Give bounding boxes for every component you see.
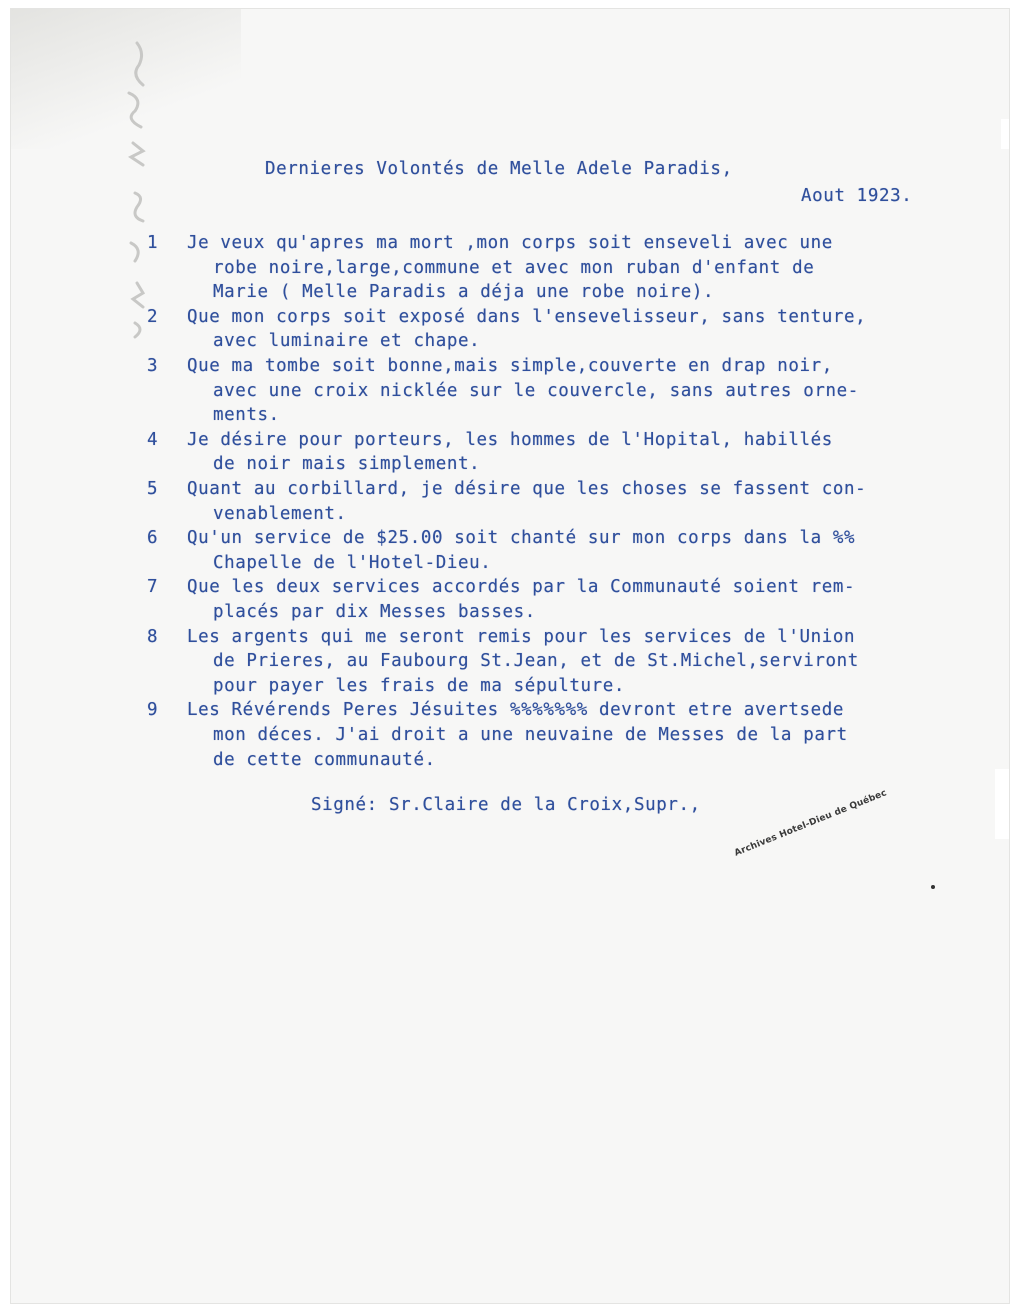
item-number: 7 — [147, 577, 159, 598]
item-line: Je veux qu'apres ma mort ,mon corps soit enseveli avec une — [187, 233, 833, 253]
signature-line: Signé: Sr.Claire de la Croix,Supr., — [311, 795, 701, 815]
item-number: 6 — [147, 528, 159, 549]
item-line: venablement. — [213, 503, 347, 524]
item-line: avec luminaire et chape. — [213, 331, 481, 352]
item-line: ments. — [213, 405, 280, 426]
item-line: Que mon corps soit exposé dans l'ensevelisseur, sans tenture, — [187, 306, 867, 327]
archive-stamp — [733, 788, 888, 858]
item-number: 3 — [147, 356, 159, 376]
item-number: 5 — [147, 479, 159, 499]
item-line: Qu'un service de $25.00 soit chanté sur mon corps dans la %% — [187, 528, 856, 549]
item-line: mon déces. J'ai droit a une neuvaine de Messes de la part — [213, 725, 848, 745]
item-line: de noir mais simplement. — [213, 454, 481, 475]
paper-tear — [1001, 119, 1009, 149]
item-number: 9 — [147, 700, 159, 721]
item-line: Que ma tombe soit bonne,mais simple,couverte en drap noir, — [187, 356, 833, 376]
item-number: 8 — [147, 626, 159, 647]
item-line: Les argents qui me seront remis pour les services de l'Union — [187, 626, 856, 647]
item-line: Marie ( Melle Paradis a déja une robe noire). — [213, 282, 715, 303]
document-title: Dernieres Volontés de Melle Adele Paradis, — [265, 159, 733, 179]
item-line: placés par dix Messes basses. — [213, 602, 536, 622]
item-line: Quant au corbillard, je désire que les choses se fassent con- — [187, 479, 867, 499]
item-number: 1 — [147, 233, 159, 253]
paper-tear — [995, 769, 1009, 839]
item-line: Je désire pour porteurs, les hommes de l'Hopital, habillés — [187, 429, 833, 450]
item-line: de cette communauté. — [213, 749, 436, 770]
item-line: de Prieres, au Faubourg St.Jean, et de St.Michel,serviront — [213, 651, 859, 672]
item-line: pour payer les frais de ma sépulture. — [213, 675, 626, 696]
item-line: avec une croix nicklée sur le couvercle, sans autres orne- — [213, 380, 859, 401]
item-number: 4 — [147, 429, 159, 450]
ink-dot — [931, 885, 935, 889]
item-line: Chapelle de l'Hotel-Dieu. — [213, 552, 492, 573]
archive-stamp-text: Archives Hotel-Dieu de Québec — [733, 788, 889, 859]
item-line: robe noire,large,commune et avec mon ruban d'enfant de — [213, 257, 815, 278]
document-page — [10, 8, 1010, 1304]
document-date: Aout 1923. — [801, 186, 913, 206]
item-number: 2 — [147, 306, 159, 327]
item-line: Les Révérends Peres Jésuites %%%%%%% devront etre avertsede — [187, 700, 845, 721]
item-line: Que les deux services accordés par la Communauté soient rem- — [187, 577, 856, 598]
